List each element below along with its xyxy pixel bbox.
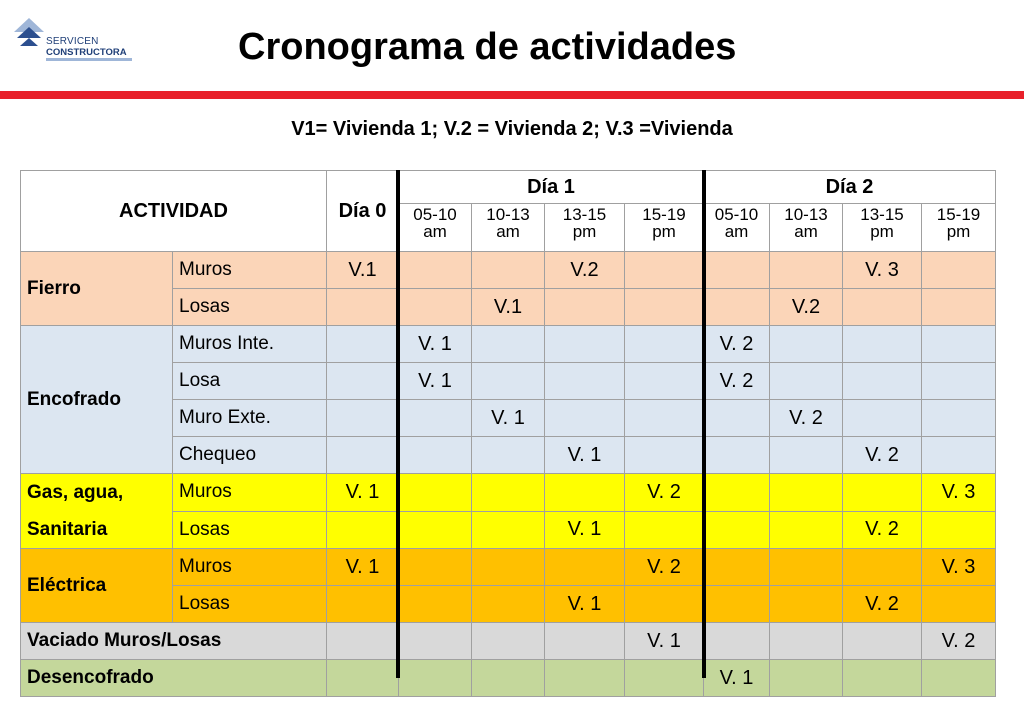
activity-group-line: Sanitaria — [27, 519, 108, 540]
schedule-cell — [625, 400, 704, 437]
title-divider — [0, 91, 1024, 99]
schedule-cell: V. 1 — [545, 511, 625, 549]
activity-group-label — [21, 326, 173, 474]
time-slot-range: 10-13 — [486, 205, 530, 224]
schedule-cell — [704, 400, 770, 437]
logo-mark-icon — [14, 16, 44, 50]
schedule-cell — [843, 474, 922, 512]
time-slot-period: pm — [652, 222, 676, 241]
logo-line-2: CONSTRUCTORA — [46, 47, 127, 58]
activity-single-label: Desencofrado — [21, 660, 327, 697]
schedule-cell — [399, 437, 472, 474]
schedule-cell — [625, 511, 704, 549]
schedule-cell — [399, 586, 472, 623]
activity-group-name: Fierro — [27, 277, 81, 299]
schedule-cell: V. 1 — [327, 549, 399, 586]
schedule-cell — [770, 623, 843, 660]
schedule-cell — [472, 660, 545, 697]
schedule-cell — [922, 660, 996, 697]
schedule-cell — [399, 474, 472, 512]
schedule-body — [21, 252, 996, 697]
header-day-1: Día 1 — [399, 171, 704, 204]
schedule-cell — [843, 289, 922, 326]
schedule-cell — [625, 660, 704, 697]
schedule-cell — [704, 511, 770, 549]
schedule-cell — [704, 252, 770, 289]
schedule-cell — [327, 289, 399, 326]
schedule-cell — [625, 363, 704, 400]
time-slot-header — [472, 204, 545, 252]
time-slot-period: am — [423, 222, 447, 241]
schedule-cell — [327, 400, 399, 437]
schedule-cell — [770, 511, 843, 549]
schedule-cell — [922, 400, 996, 437]
schedule-cell: V. 1 — [472, 400, 545, 437]
table-row — [21, 660, 996, 697]
table-row — [21, 623, 996, 660]
schedule-cell — [472, 252, 545, 289]
schedule-cell — [327, 623, 399, 660]
schedule-cell — [843, 400, 922, 437]
schedule-cell — [327, 511, 399, 549]
activity-group-label — [21, 252, 173, 326]
sub-activity-label: Losas — [173, 586, 327, 623]
schedule-cell — [545, 549, 625, 586]
schedule-cell: V. 1 — [327, 474, 399, 512]
schedule-cell — [472, 623, 545, 660]
schedule-cell — [770, 474, 843, 512]
schedule-cell — [922, 586, 996, 623]
schedule-cell — [922, 326, 996, 363]
time-slot-header — [545, 204, 625, 252]
page-subtitle: V1= Vivienda 1; V.2 = Vivienda 2; V.3 =Vivienda — [291, 118, 733, 140]
schedule-cell — [922, 289, 996, 326]
header-day-2: Día 2 — [704, 171, 996, 204]
schedule-cell — [399, 289, 472, 326]
schedule-cell: V. 2 — [625, 549, 704, 586]
schedule-cell: V.1 — [327, 252, 399, 289]
schedule-cell — [625, 586, 704, 623]
schedule-cell: V. 1 — [399, 326, 472, 363]
schedule-cell — [922, 363, 996, 400]
schedule-cell — [770, 437, 843, 474]
schedule-cell — [545, 363, 625, 400]
logo-underline — [46, 58, 132, 61]
sub-activity-label: Losa — [173, 363, 327, 400]
schedule-cell: V.1 — [472, 289, 545, 326]
schedule-cell — [545, 660, 625, 697]
sub-activity-label: Muros — [173, 549, 327, 586]
schedule-cell — [327, 326, 399, 363]
time-slot-header — [770, 204, 843, 252]
time-slot-period: am — [724, 222, 749, 241]
schedule-cell — [545, 623, 625, 660]
schedule-cell: V. 2 — [704, 326, 770, 363]
schedule-cell — [327, 586, 399, 623]
time-slot-range: 13-15 — [860, 205, 904, 224]
schedule-cell — [843, 326, 922, 363]
schedule-cell — [472, 474, 545, 512]
page-title: Cronograma de actividades — [238, 26, 737, 68]
schedule-cell — [545, 400, 625, 437]
schedule-cell: V. 1 — [545, 437, 625, 474]
schedule-cell — [704, 474, 770, 512]
schedule-cell — [704, 289, 770, 326]
time-slot-period: pm — [572, 222, 597, 241]
schedule-cell — [922, 511, 996, 549]
time-slot-range: 05-10 — [714, 205, 759, 224]
sub-activity-label: Muros — [173, 474, 327, 512]
activity-group-label — [21, 474, 173, 549]
table-row — [21, 474, 996, 512]
schedule-cell — [399, 511, 472, 549]
schedule-cell: V. 1 — [704, 660, 770, 697]
schedule-cell — [843, 549, 922, 586]
sub-activity-label: Muros Inte. — [173, 326, 327, 363]
schedule-cell — [472, 437, 545, 474]
day-divider-1 — [396, 170, 400, 678]
schedule-cell — [770, 363, 843, 400]
time-slot-range: 15-19 — [642, 205, 686, 224]
time-slot-header — [843, 204, 922, 252]
schedule-table — [20, 170, 996, 697]
schedule-cell — [770, 326, 843, 363]
schedule-cell: V. 2 — [843, 511, 922, 549]
schedule-cell — [625, 437, 704, 474]
activity-group-line: Gas, agua, — [27, 482, 124, 503]
schedule-cell — [704, 586, 770, 623]
schedule-cell: V. 3 — [922, 549, 996, 586]
schedule-cell — [770, 660, 843, 697]
header-day-0: Día 0 — [327, 171, 399, 252]
schedule-cell — [472, 511, 545, 549]
schedule-cell: V.2 — [545, 252, 625, 289]
time-slot-header — [399, 204, 472, 252]
schedule-cell — [770, 252, 843, 289]
activity-group-label — [21, 549, 173, 623]
schedule-cell — [399, 660, 472, 697]
sub-activity-label: Losas — [173, 511, 327, 549]
time-slot-period: am — [794, 222, 818, 241]
schedule-cell: V.2 — [770, 289, 843, 326]
schedule-cell — [399, 252, 472, 289]
schedule-cell — [770, 586, 843, 623]
schedule-cell — [399, 400, 472, 437]
time-slot-period: am — [496, 222, 520, 241]
schedule-cell — [472, 326, 545, 363]
schedule-cell — [545, 474, 625, 512]
sub-activity-label: Losas — [173, 289, 327, 326]
schedule-cell — [327, 660, 399, 697]
table-row — [21, 549, 996, 586]
schedule-cell — [704, 623, 770, 660]
schedule-cell — [704, 549, 770, 586]
schedule-cell — [472, 363, 545, 400]
schedule-cell: V. 2 — [770, 400, 843, 437]
schedule-cell — [545, 326, 625, 363]
schedule-cell: V. 1 — [625, 623, 704, 660]
schedule-cell: V. 3 — [922, 474, 996, 512]
schedule-cell — [327, 437, 399, 474]
schedule-cell: V. 2 — [922, 623, 996, 660]
schedule-cell — [399, 549, 472, 586]
schedule-cell — [843, 363, 922, 400]
schedule-cell: V. 1 — [399, 363, 472, 400]
time-slot-period: pm — [946, 222, 971, 241]
schedule-cell: V. 2 — [843, 437, 922, 474]
company-logo — [14, 12, 132, 62]
time-slot-header — [704, 204, 770, 252]
schedule-cell — [625, 289, 704, 326]
schedule-cell: V. 1 — [545, 586, 625, 623]
schedule-cell — [843, 623, 922, 660]
schedule-cell: V. 2 — [625, 474, 704, 512]
activity-single-label: Vaciado Muros/Losas — [21, 623, 327, 660]
schedule-cell — [922, 437, 996, 474]
time-slot-range: 05-10 — [413, 205, 457, 224]
schedule-cell — [472, 549, 545, 586]
activity-group-name: Eléctrica — [27, 574, 107, 596]
schedule-cell — [472, 586, 545, 623]
time-slot-range: 15-19 — [936, 205, 981, 224]
table-row — [21, 326, 996, 363]
schedule-cell — [843, 660, 922, 697]
schedule-cell — [922, 252, 996, 289]
time-slot-range: 13-15 — [562, 205, 607, 224]
sub-activity-label: Muros — [173, 252, 327, 289]
logo-line-1: SERVICEN — [46, 36, 99, 47]
schedule-cell — [625, 326, 704, 363]
day-divider-2 — [702, 170, 706, 678]
schedule-cell: V. 2 — [704, 363, 770, 400]
schedule-cell — [704, 437, 770, 474]
time-slot-period: pm — [870, 222, 894, 241]
schedule-cell — [545, 289, 625, 326]
activity-group-name: Encofrado — [27, 388, 121, 410]
header-activity: ACTIVIDAD — [21, 171, 327, 252]
sub-activity-label: Chequeo — [173, 437, 327, 474]
schedule-cell: V. 2 — [843, 586, 922, 623]
table-row — [21, 252, 996, 289]
sub-activity-label: Muro Exte. — [173, 400, 327, 437]
time-slot-header — [625, 204, 704, 252]
time-slot-range: 10-13 — [784, 205, 828, 224]
schedule-cell: V. 3 — [843, 252, 922, 289]
schedule-cell — [625, 252, 704, 289]
time-slot-header — [922, 204, 996, 252]
schedule-cell — [399, 623, 472, 660]
schedule-cell — [327, 363, 399, 400]
schedule-cell — [770, 549, 843, 586]
